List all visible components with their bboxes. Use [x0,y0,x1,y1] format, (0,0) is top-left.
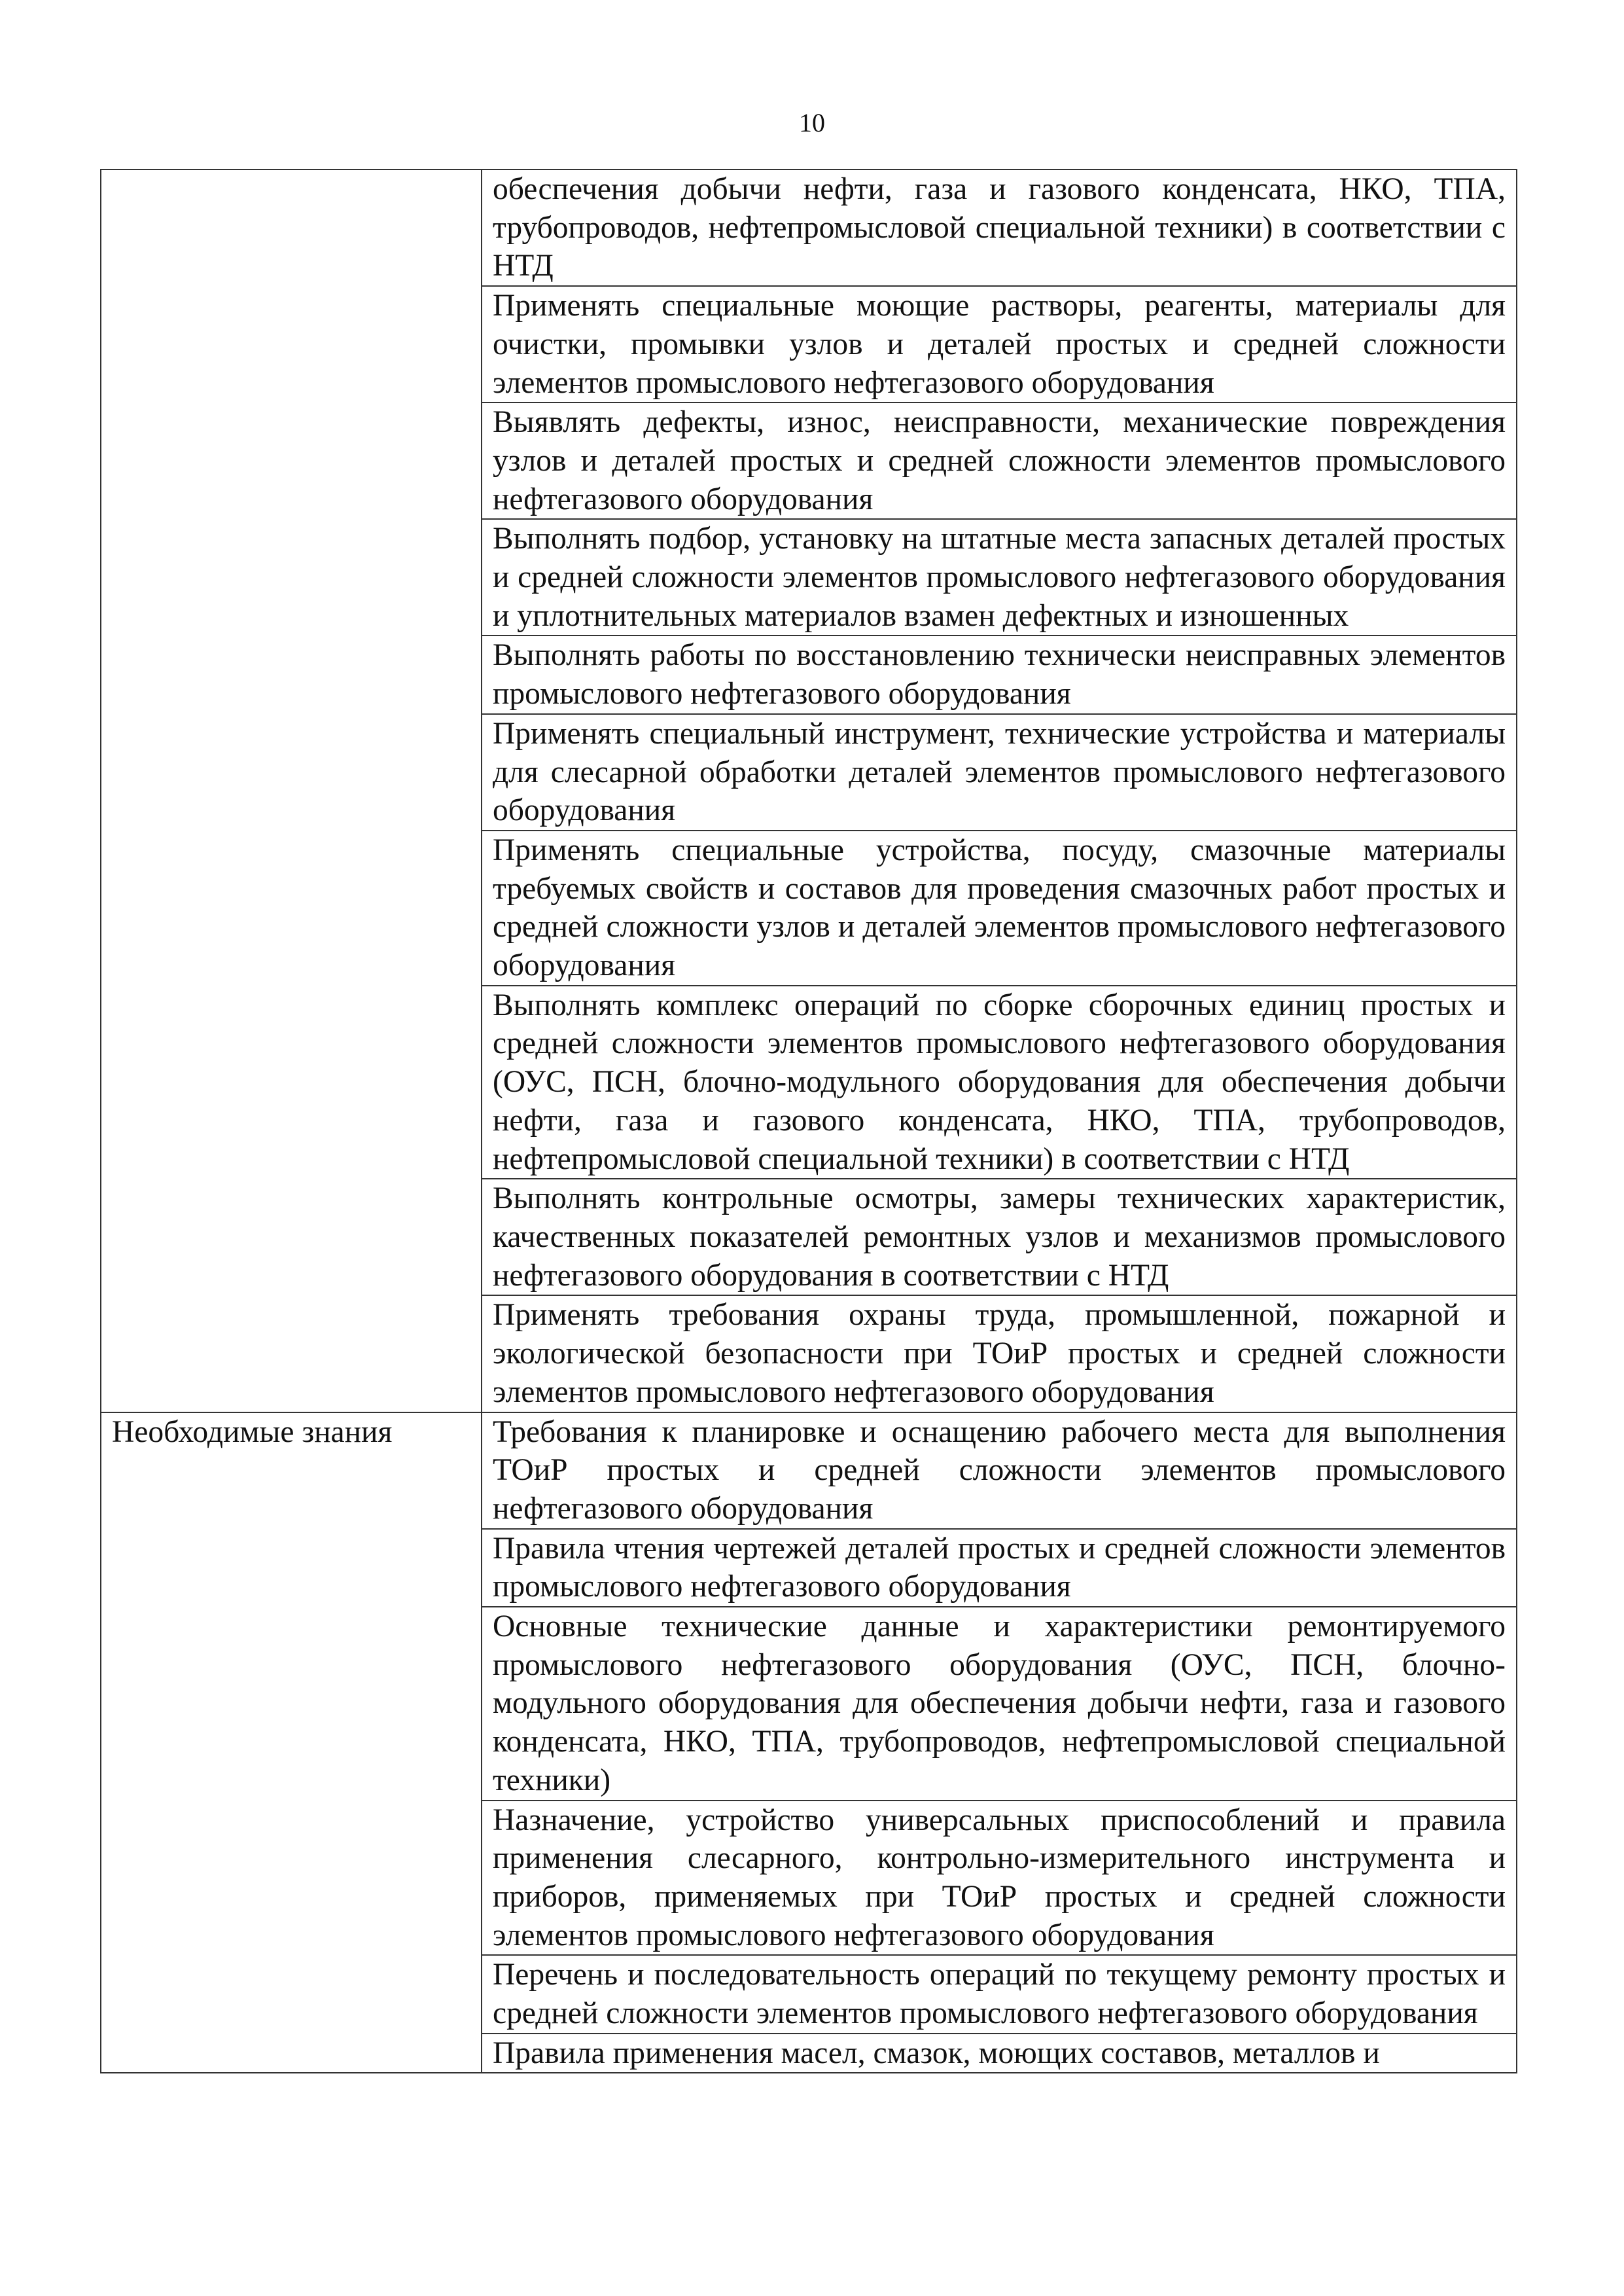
skill-item: Выполнять контрольные осмотры, замеры технических характеристик, качественных показателей ремонтных узлов и механизмов промыслового нефтегазового оборудования в соответствии с НТД [482,1179,1517,1295]
knowledge-item: Основные технические данные и характеристики ремонтируемого промыслового нефтегазового оборудования (ОУС, ПСН, блочно-модульного оборудования для обеспечения добычи нефти, газа и газового конденсата, НКО, ТПА, трубопроводов, нефтепромысловой специальной техники) [482,1607,1517,1801]
knowledge-item: Назначение, устройство универсальных приспособлений и правила применения слесарного, контрольно-измерительного инструмента и приборов, применяемых при ТОиР простых и средней сложности элементов промыслового нефтегазового оборудования [482,1801,1517,1956]
skills-label-cell [101,170,482,1412]
knowledge-item: Требования к планировке и оснащению рабочего места для выполнения ТОиР простых и средней сложности элементов промыслового нефтегазового оборудования [482,1412,1517,1529]
knowledge-item: Перечень и последовательность операций по текущему ремонту простых и средней сложности элементов промыслового нефтегазового оборудования [482,1955,1517,2033]
skill-item: Выполнять работы по восстановлению технически неисправных элементов промыслового нефтегазового оборудования [482,636,1517,713]
skill-item: Применять специальные моющие растворы, реагенты, материалы для очистки, промывки узлов и деталей простых и средней сложности элементов промыслового нефтегазового оборудования [482,286,1517,403]
skill-item: Применять требования охраны труда, промышленной, пожарной и экологической безопасности при ТОиР простых и средней сложности элементов промыслового нефтегазового оборудования [482,1295,1517,1412]
knowledge-label-cell: Необходимые знания [101,1412,482,2073]
skill-item: Выполнять подбор, установку на штатные места запасных деталей простых и средней сложности элементов промыслового нефтегазового оборудования и уплотнительных материалов взамен дефектных и изношенных [482,519,1517,636]
skill-item: обеспечения добычи нефти, газа и газового конденсата, НКО, ТПА, трубопроводов, нефтепромысловой специальной техники) в соответствии с НТД [482,170,1517,286]
skill-item: Применять специальные устройства, посуду, смазочные материалы требуемых свойств и составов для проведения смазочных работ простых и средней сложности узлов и деталей элементов промыслового нефтегазового оборудования [482,831,1517,986]
skill-item: Выявлять дефекты, износ, неисправности, механические повреждения узлов и деталей простых и средней сложности элементов промыслового нефтегазового оборудования [482,403,1517,519]
knowledge-item: Правила чтения чертежей деталей простых и средней сложности элементов промыслового нефтегазового оборудования [482,1529,1517,1607]
competency-table [100,169,1517,2073]
knowledge-item: Правила применения масел, смазок, моющих составов, металлов и [482,2034,1517,2073]
skill-item: Выполнять комплекс операций по сборке сборочных единиц простых и средней сложности элементов промыслового нефтегазового оборудования (ОУС, ПСН, блочно-модульного оборудования для обеспечения добычи нефти, газа и газового конденсата, НКО, ТПА, трубопроводов, нефтепромысловой специальной техники) в соответствии с НТД [482,986,1517,1179]
table-row [101,1412,1517,1529]
table-row [101,170,1517,286]
skill-item: Применять специальный инструмент, технические устройства и материалы для слесарной обработки деталей элементов промыслового нефтегазового оборудования [482,714,1517,831]
page-number: 10 [799,108,825,137]
